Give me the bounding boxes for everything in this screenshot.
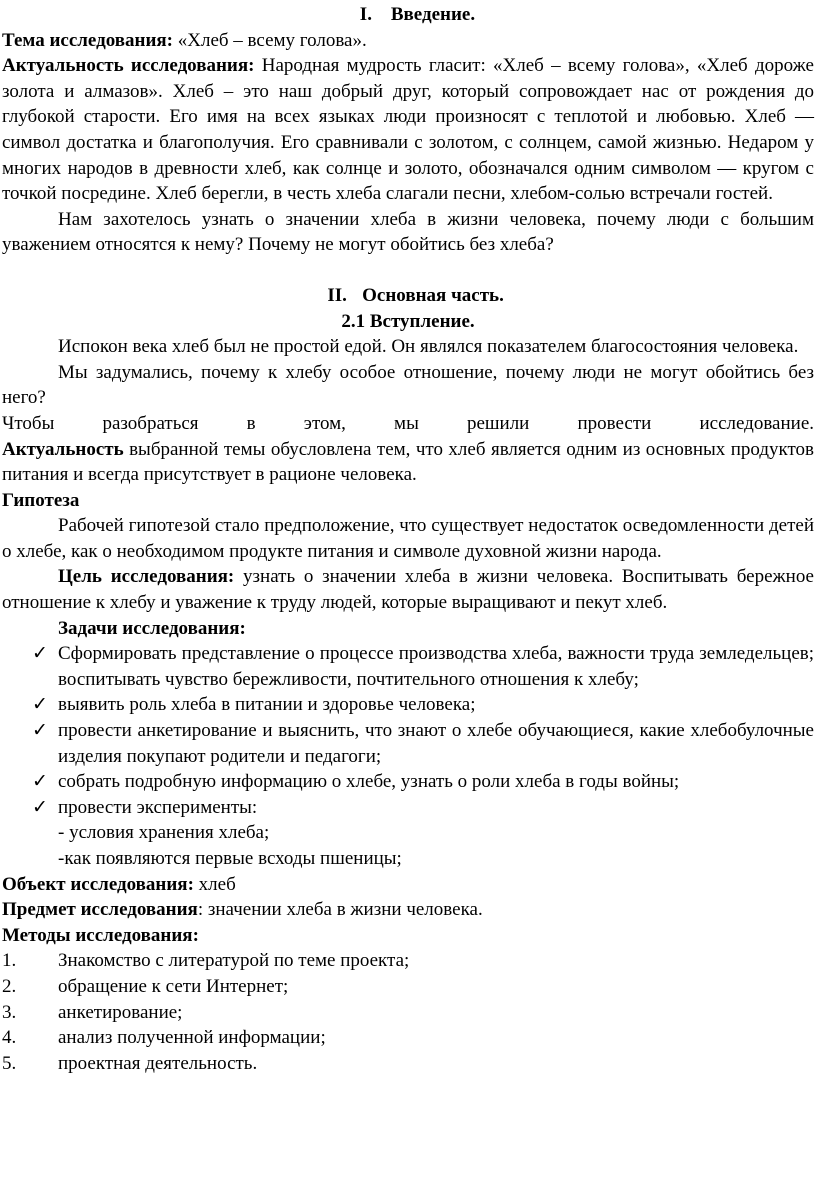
section-title: Основная часть. <box>362 284 504 306</box>
section-title: Введение. <box>390 4 476 25</box>
relevance-text: Народная мудрость гласит: «Хлеб – всему голова», «Хлеб дороже золота и алмазов». Хлеб – это наш добрый друг, который сопровождает нас от рождения до глубокой старости. Его имя на всех языках люди произносят с теплотой и любовью. Хлеб — символ достатка и благополучия. Его сравнивали с золотом, с солнцем, самой жизнью. Недаром у многих народов в древности хлеб, как солнце и золото, обозначался одним символом — кругом с точкой посредине. Хлеб берегли, в честь хлеба слагали песни, хлебом-солью встречали гостей. <box>2 55 814 205</box>
subject-label: Предмет исследования <box>2 899 198 921</box>
topic-text: «Хлеб – всему голова». <box>173 29 367 51</box>
tasks-label: Задачи исследования: <box>58 617 246 639</box>
question-paragraph: Нам захотелось узнать о значении хлеба в жизни человека, почему люди с большим уважением относятся к нему? Почему не могут обойтись без хлеба? <box>2 208 814 256</box>
list-item: ✓ собрать подробную информацию о хлебе, узнать о роли хлеба в годы войны; <box>2 769 814 795</box>
goal-text: узнать о значении хлеба в жизни человека. Воспитывать бережное отношение к хлебу и уважение к труду людей, которые выращивают и пекут хлеб. <box>2 566 814 614</box>
object-text: хлеб <box>193 873 236 895</box>
topic-line <box>2 28 814 54</box>
relevance-main-paragraph <box>2 437 814 488</box>
subject-text: : значении хлеба в жизни человека. <box>197 899 483 921</box>
object-label: Объект исследования: <box>2 873 194 895</box>
section-number: I. <box>359 4 372 25</box>
methods-list <box>2 948 814 1076</box>
experiment-item: - условия хранения хлеба; <box>58 822 270 844</box>
hypothesis-label: Гипотеза <box>2 489 80 511</box>
check-icon: ✓ <box>32 771 48 793</box>
check-icon: ✓ <box>32 796 48 818</box>
check-icon: ✓ <box>32 694 48 716</box>
section-number: II. <box>327 284 347 306</box>
topic-label: Тема исследования: <box>2 29 173 51</box>
methods-label: Методы исследования: <box>2 924 199 946</box>
check-icon: ✓ <box>32 720 48 742</box>
subsection-title: 2.1 Вступление. <box>341 310 475 332</box>
relevance-paragraph <box>2 53 814 207</box>
paragraph-intro-1: Испокон века хлеб был не простой едой. Он являлся показателем благосостояния человека. <box>58 336 799 358</box>
section-heading-intro <box>2 2 814 28</box>
relevance-main-label: Актуальность <box>2 438 124 460</box>
list-item: ✓ выявить роль хлеба в питании и здоровье человека; <box>2 692 814 718</box>
section-heading-main <box>2 283 814 309</box>
list-item: 2. обращение к сети Интернет; <box>2 975 289 997</box>
list-item: ✓ провести анкетирование и выяснить, что знают о хлебе обучающиеся, какие хлебобулочные изделия покупают родители и педагоги; <box>32 720 814 767</box>
list-item: 1. Знакомство с литературой по теме проекта; <box>2 950 410 972</box>
list-item: ✓ провести эксперименты: <box>2 795 814 821</box>
list-item: 4. анализ полученной информации; <box>2 1027 326 1049</box>
relevance-label: Актуальность исследования: <box>2 55 255 77</box>
subject-line <box>2 897 814 923</box>
goal-paragraph <box>2 564 814 615</box>
tasks-list <box>2 641 814 820</box>
relevance-main-text: выбранной темы обусловлена тем, что хлеб является одним из основных продуктов питания и всегда присутствует в рационе человека. <box>2 438 814 486</box>
paragraph-intro-3: Чтобы разобраться в этом, мы решили провести исследование. <box>2 412 814 434</box>
list-item: 5. проектная деятельность. <box>2 1052 258 1074</box>
goal-label: Цель исследования: <box>58 566 235 588</box>
list-item: ✓ Сформировать представление о процессе производства хлеба, важности труда земледельцев; воспитывать чувство бережливости, почтительного отношения к хлебу; <box>32 643 814 690</box>
paragraph-intro-2: Мы задумались, почему к хлебу особое отношение, почему люди не могут обойтись без него? <box>2 361 814 409</box>
experiment-item: -как появляются первые всходы пшеницы; <box>58 848 402 869</box>
hypothesis-text: Рабочей гипотезой стало предположение, что существует недостаток осведомленности детей о хлебе, как о необходимом продукте питания и символе духовной жизни народа. <box>2 515 814 562</box>
list-item: 3. анкетирование; <box>2 1001 183 1023</box>
object-line <box>2 872 814 898</box>
check-icon: ✓ <box>32 643 48 665</box>
